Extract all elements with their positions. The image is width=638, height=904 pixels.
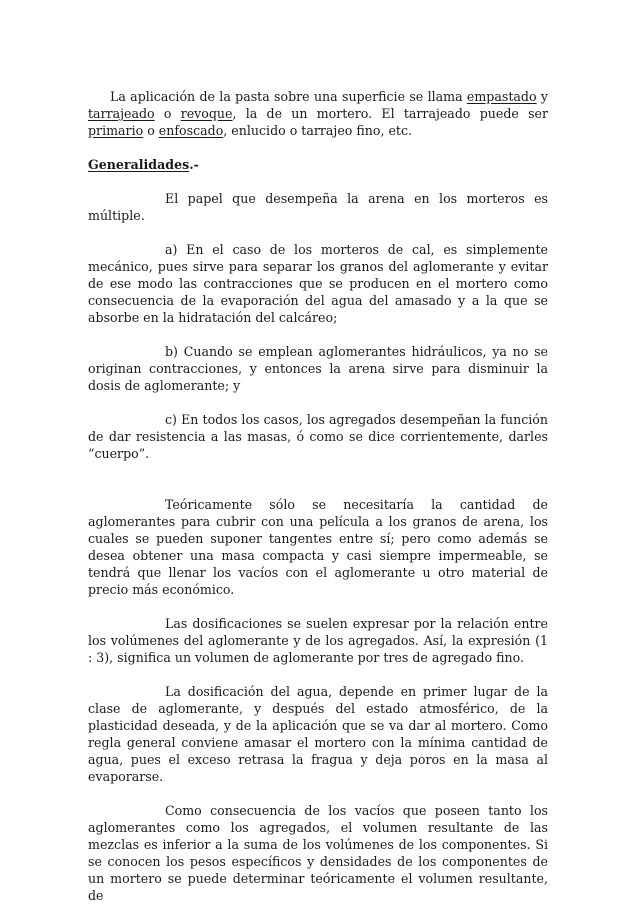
text-run: o — [143, 123, 159, 138]
paragraph-item-a: a) En el caso de los morteros de cal, es simplemente mecánico, pues sirve para separar los granos del aglomerante y evitar de ese modo las contracciones que se producen en el mortero como consecuencia de la evaporación del agua del amasado y a la que se absorbe en la hidratación del calcáreo; — [88, 242, 548, 325]
paragraph-empastado — [88, 88, 548, 139]
text-run: o — [154, 106, 181, 121]
underlined-term-empastado: empastado — [466, 89, 537, 104]
underlined-term-primario: primario — [88, 123, 144, 138]
heading-suffix: .- — [189, 157, 199, 172]
paragraph-teoricamente: Teóricamente sólo se necesitaría la cantidad de aglomerantes para cubrir con una película a los granos de arena, los cuales se pueden suponer tangentes entre sí; pero como además se desea obtener una masa compacta y casi siempre impermeable, se tendrá que llenar los vacíos con el aglomerante u otro material de precio más económico. — [88, 497, 548, 597]
text-run: , la de un mortero. El tarrajeado puede ser — [232, 106, 549, 121]
document-page — [88, 88, 548, 904]
paragraph-item-c: c) En todos los casos, los agregados desempeñan la función de dar resistencia a las masas, ó como se dice corrientemente, darles “cuerpo”. — [88, 412, 548, 461]
underlined-term-revoque: revoque — [180, 106, 233, 121]
heading-title: Generalidades — [88, 157, 190, 172]
text-run: La aplicación de la pasta sobre una superficie se llama — [110, 89, 467, 104]
paragraph-vacios: Como consecuencia de los vacíos que poseen tanto los aglomerantes como los agregados, el volumen resultante de las mezclas es inferior a la suma de los volúmenes de los componentes. Si se conocen los pesos específicos y densidades de los componentes de un mortero se puede determinar teóricamente el volumen resultante, de — [88, 803, 548, 903]
underlined-term-enfoscado: enfoscado — [158, 123, 224, 138]
section-heading — [88, 156, 548, 173]
underlined-term-tarrajeado: tarrajeado — [88, 106, 155, 121]
paragraph-dosificaciones: Las dosificaciones se suelen expresar por la relación entre los volúmenes del aglomerante y de los agregados. Así, la expresión (1 : 3), significa un volumen de aglomerante por tres de agregado fino. — [88, 616, 548, 665]
text-run: y — [536, 89, 548, 104]
text-run: , enlucido o tarrajeo fino, etc. — [223, 123, 413, 138]
paragraph-item-b: b) Cuando se emplean aglomerantes hidráulicos, ya no se originan contracciones, y entonces la arena sirve para disminuir la dosis de aglomerante; y — [88, 344, 548, 393]
paragraph-dosificacion-agua: La dosificación del agua, depende en primer lugar de la clase de aglomerante, y después del estado atmosférico, de la plasticidad deseada, y de la aplicación que se va dar al mortero. Como regla general conviene amasar el mortero con la mínima cantidad de agua, pues el exceso retrasa la fragua y deja poros en la masa al evaporarse. — [88, 684, 548, 784]
paragraph-papel-arena: El papel que desempeña la arena en los morteros es múltiple. — [88, 191, 548, 223]
